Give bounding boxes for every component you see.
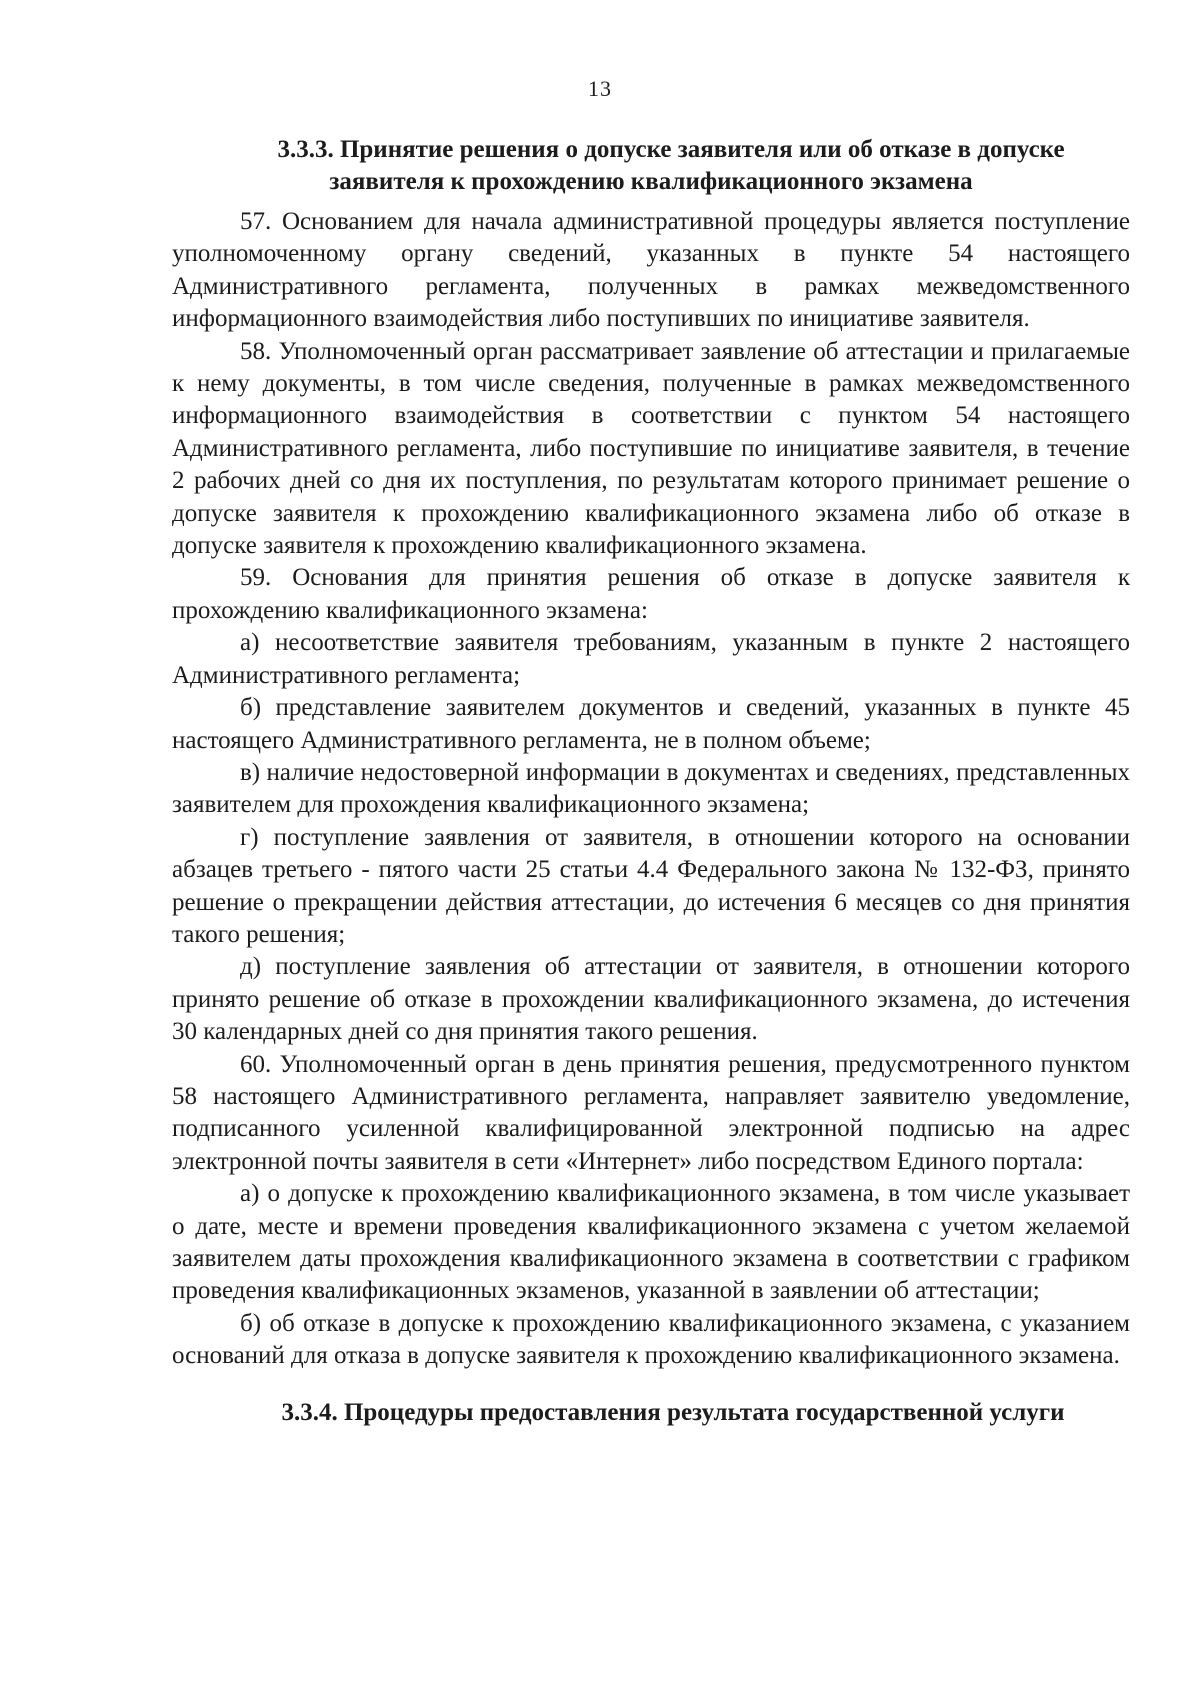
paragraph-59-g: г) поступление заявления от заявителя, в отношении которого на основании абзацев третьего - пятого части 25 статьи 4.4 Федерального закона № 132-ФЗ, принято решение о прекращении действия аттестации, до истечения 6 месяцев со дня принятия такого решения; [172,823,1130,948]
section-heading-3-3-3 [172,134,1130,198]
paragraph-60-a: а) о допуске к прохождению квалификационного экзамена, в том числе указывает о дате, месте и времени проведения квалификационного экзамена с учетом желаемой заявителем даты прохождения квалификационного экзамена в соответствии с графиком проведения квалификационных экзаменов, указанной в заявлении об аттестации; [172,1180,1130,1305]
paragraph-58: 58. Уполномоченный орган рассматривает заявление об аттестации и прилагаемые к нему документы, в том числе сведения, полученные в рамках межведомственного информационного взаимодействия в соответствии с пунктом 54 настоящего Административного регламента, либо поступившие по инициативе заявителя, в течение 2 рабочих дней со дня их поступления, по результатам которого принимает решение о допуске заявителя к прохождению квалификационного экзамена либо об отказе в допуске заявителя к прохождению квалификационного экзамена. [172,337,1130,560]
document-body [172,134,1130,1429]
paragraph-57: 57. Основанием для начала административной процедуры является поступление уполномоченному органу сведений, указанных в пункте 54 настоящего Административного регламента, полученных в рамках межведомственного информационного взаимодействия либо поступивших по инициативе заявителя. [172,208,1130,333]
paragraph-59-b: б) представление заявителем документов и сведений, указанных в пункте 45 настоящего Административного регламента, не в полном объеме; [172,694,1130,754]
paragraph-59: 59. Основания для принятия решения об отказе в допуске заявителя к прохождению квалификационного экзамена: [172,564,1130,624]
page-number: 13 [588,76,612,101]
paragraph-60: 60. Уполномоченный орган в день принятия решения, предусмотренного пунктом 58 настоящего Административного регламента, направляет заявителю уведомление, подписанного усиленной квалифицированной электронной подписью на адрес электронной почты заявителя в сети «Интернет» либо посредством Единого портала: [172,1050,1130,1175]
paragraph-59-d: д) поступление заявления об аттестации от заявителя, в отношении которого принято решение об отказе в прохождении квалификационного экзамена, до истечения 30 календарных дней со дня принятия такого решения. [172,953,1130,1046]
section-heading-line-2: заявителя к прохождению квалификационного экзамена [329,168,973,195]
paragraph-59-v: в) наличие недостоверной информации в документах и сведениях, представленных заявителем для прохождения квалификационного экзамена; [172,758,1130,819]
section-heading-3-3-4: 3.3.4. Процедуры предоставления результата государственной услуги [281,1398,1065,1426]
paragraph-60-b: б) об отказе в допуске к прохождению квалификационного экзамена, с указанием оснований для отказа в допуске заявителя к прохождению квалификационного экзамена. [172,1309,1130,1370]
section-heading-line-1: 3.3.3. Принятие решения о допуске заявителя или об отказе в допуске [277,136,1065,163]
paragraph-59-a: а) несоответствие заявителя требованиям, указанным в пункте 2 настоящего Административного регламента; [172,629,1130,689]
